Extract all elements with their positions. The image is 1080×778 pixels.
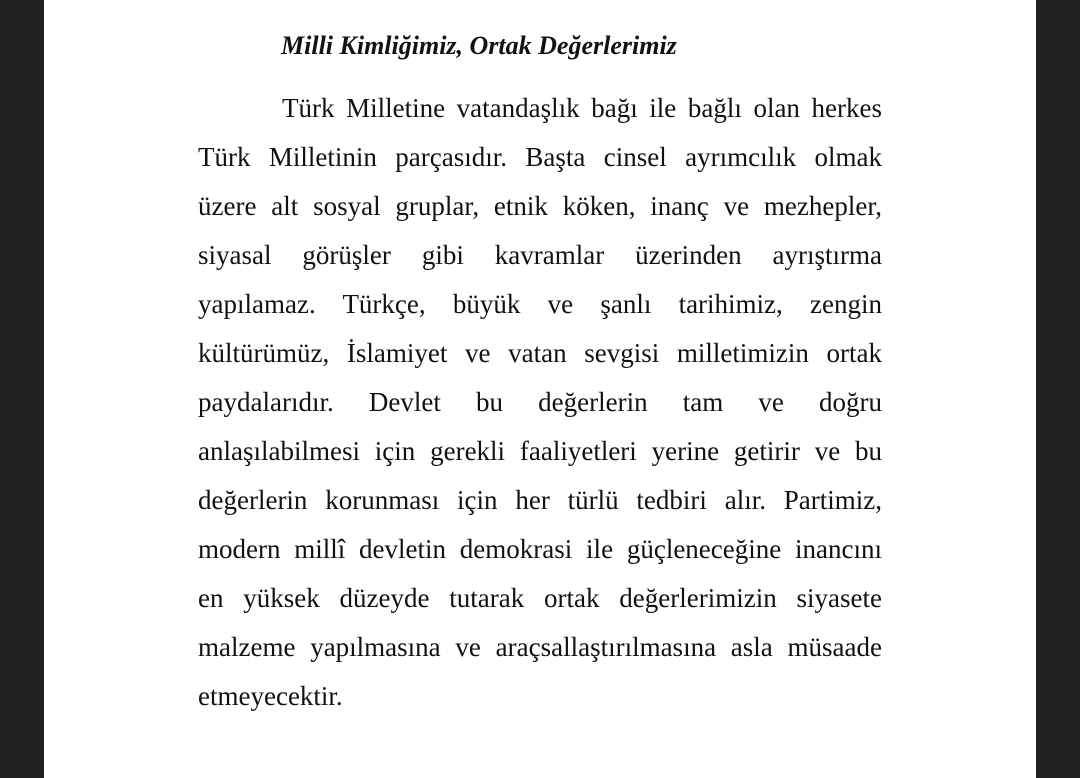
- paragraph-line: paydalarıdır. Devlet bu değerlerin tam ve doğru: [198, 387, 882, 417]
- section-heading: Milli Kimliğimiz, Ortak Değerlerimiz: [281, 31, 677, 60]
- paragraph-line: Türk Milletine vatandaşlık bağı ile bağlı olan herkes: [282, 93, 882, 123]
- paragraph-line: malzeme yapılmasına ve araçsallaştırılmasına asla müsaade: [198, 632, 882, 662]
- viewer-left-margin: [0, 0, 44, 778]
- paragraph-line: kültürümüz, İslamiyet ve vatan sevgisi milletimizin ortak: [198, 338, 882, 368]
- paragraph-line: en yüksek düzeyde tutarak ortak değerlerimizin siyasete: [198, 583, 882, 613]
- viewer-right-margin: [1036, 0, 1080, 778]
- paragraph-line: siyasal görüşler gibi kavramlar üzerinden ayrıştırma: [198, 240, 882, 270]
- paragraph-line: modern millî devletin demokrasi ile güçleneceğine inancını: [198, 534, 882, 564]
- paragraph-line: değerlerin korunması için her türlü tedbiri alır. Partimiz,: [198, 485, 882, 515]
- paragraph-line: etmeyecektir.: [198, 681, 343, 711]
- paragraph-line: anlaşılabilmesi için gerekli faaliyetleri yerine getirir ve bu: [198, 436, 882, 466]
- paragraph-line: Türk Milletinin parçasıdır. Başta cinsel ayrımcılık olmak: [198, 142, 882, 172]
- paragraph-line: üzere alt sosyal gruplar, etnik köken, inanç ve mezhepler,: [198, 191, 882, 221]
- document-page: [44, 0, 1036, 778]
- paragraph-line: yapılamaz. Türkçe, büyük ve şanlı tarihimiz, zengin: [198, 289, 882, 319]
